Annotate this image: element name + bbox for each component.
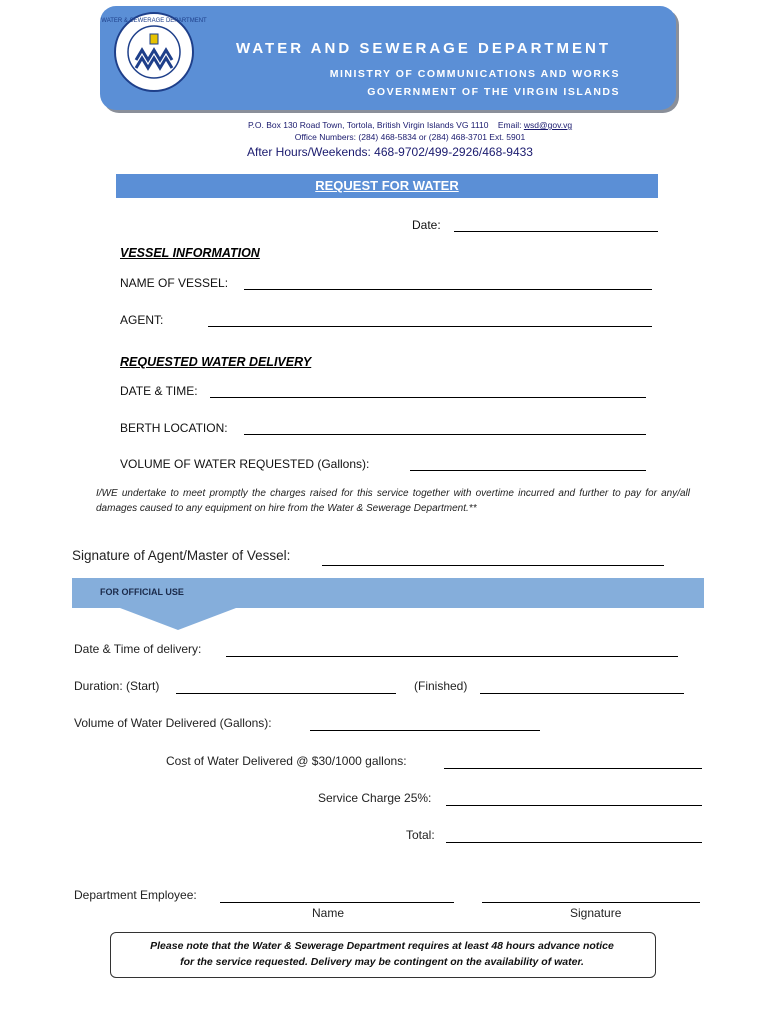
official-use-arrow [120,608,236,630]
date-time-field[interactable] [210,397,646,398]
delivery-section-heading: REQUESTED WATER DELIVERY [120,355,312,369]
postal-address: P.O. Box 130 Road Town, Tortola, British Virgin Islands VG 1110 [247,120,489,130]
total-field[interactable] [446,842,702,843]
volume-delivered-field[interactable] [310,730,540,731]
delivery-datetime-label: Date & Time of delivery: [74,642,202,656]
volume-requested-label: VOLUME OF WATER REQUESTED (Gallons): [120,457,370,471]
duration-finished-label: (Finished) [414,679,468,693]
form-title: REQUEST FOR WATER [315,178,459,193]
official-use-label: FOR OFFICIAL USE [100,587,184,597]
delivery-datetime-field[interactable] [226,656,678,657]
vessel-name-field[interactable] [244,289,652,290]
duration-finished-field[interactable] [480,693,684,694]
notice-line-2: for the service requested. Delivery may be contingent on the availability of water. [180,956,584,968]
cost-label: Cost of Water Delivered @ $30/1000 gallons: [166,754,407,768]
ministry-title: MINISTRY OF COMMUNICATIONS AND WORKS [329,68,620,80]
agent-label: AGENT: [120,313,164,327]
agent-signature-field[interactable] [322,565,664,566]
berth-location-label: BERTH LOCATION: [120,421,228,435]
department-logo [101,10,207,94]
date-label: Date: [412,218,441,232]
undertaking-statement: I/WE undertake to meet promptly the charges raised for this service together with overtime incurred and further to pay for any/all damages caused to any equipment on hire from the Water & Sewerage Department.** [96,488,690,514]
vessel-section-heading: VESSEL INFORMATION [120,246,260,260]
logo-text: WATER & SEWERAGE DEPARTMENT [101,18,207,24]
agent-field[interactable] [208,326,652,327]
duration-start-field[interactable] [176,693,396,694]
notice-line-1: Please note that the Water & Sewerage Department requires at least 48 hours advance notice [150,940,614,952]
date-time-label: DATE & TIME: [120,384,198,398]
service-charge-field[interactable] [446,805,702,806]
employee-signature-field[interactable] [482,902,700,903]
berth-location-field[interactable] [244,434,646,435]
email-link[interactable]: wsd@gov.vg [523,120,573,130]
government-title: GOVERNMENT OF THE VIRGIN ISLANDS [367,86,620,98]
date-field[interactable] [454,231,658,232]
duration-start-label: Duration: (Start) [74,679,160,693]
notice-text [110,938,654,970]
volume-requested-field[interactable] [410,470,646,471]
service-charge-label: Service Charge 25%: [318,791,432,805]
name-caption: Name [312,906,345,920]
after-hours-numbers: After Hours/Weekends: 468-9702/499-2926/468-9433 [247,145,533,159]
office-numbers: Office Numbers: (284) 468-5834 or (284) 468-3701 Ext. 5901 [294,132,526,142]
employee-name-field[interactable] [220,902,454,903]
agent-signature-label: Signature of Agent/Master of Vessel: [72,548,291,563]
department-title: WATER AND SEWERAGE DEPARTMENT [236,40,612,57]
address-line [150,120,670,130]
cost-field[interactable] [444,768,702,769]
total-label: Total: [406,828,435,842]
volume-delivered-label: Volume of Water Delivered (Gallons): [74,716,272,730]
email-label: Email: [497,120,522,130]
signature-caption: Signature [570,906,622,920]
vessel-name-label: NAME OF VESSEL: [120,276,229,290]
employee-label: Department Employee: [74,888,197,902]
